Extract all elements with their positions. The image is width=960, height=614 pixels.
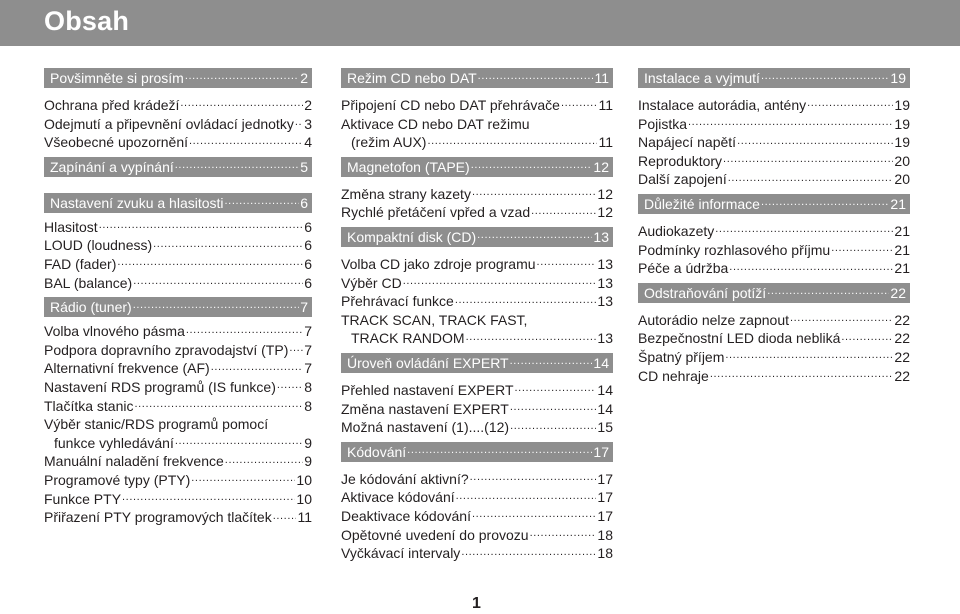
toc-entry-label: Bezpečnostní LED dioda nebliká: [638, 330, 841, 347]
leader-dots: [273, 512, 297, 522]
toc-entry-label: TRACK RANDOM: [351, 330, 465, 347]
toc-entry-page: 19: [894, 115, 910, 132]
section-page: 17: [593, 443, 609, 460]
toc-entry-page: 13: [597, 330, 613, 347]
toc-column-1: [44, 68, 312, 527]
toc-entry[interactable]: [44, 218, 312, 237]
leader-dots: [723, 156, 893, 166]
section-page: 2: [300, 70, 308, 86]
toc-entry-page: 21: [894, 222, 910, 239]
toc-entry[interactable]: [341, 418, 613, 437]
toc-entry[interactable]: [638, 259, 910, 278]
toc-entry-label: Volba vlnového pásma: [44, 323, 185, 340]
toc-entry-page: 17: [597, 489, 613, 506]
toc-entry-page: 7: [304, 323, 312, 340]
leader-dots: [688, 119, 893, 129]
toc-entry-page: 8: [304, 397, 312, 414]
toc-entry[interactable]: [341, 544, 613, 563]
leader-dots: [767, 288, 889, 298]
leader-dots: [427, 137, 597, 147]
toc-entry[interactable]: [44, 274, 312, 293]
toc-entry-page: 18: [597, 526, 613, 543]
toc-entry-label: Připojení CD nebo DAT přehrávače: [341, 97, 560, 113]
toc-entry-page: 3: [304, 115, 312, 132]
toc-section-header[interactable]: [341, 157, 613, 177]
toc-entry[interactable]: [341, 203, 613, 222]
toc-section-header[interactable]: [44, 193, 312, 213]
section-label: Kompaktní disk (CD): [347, 228, 477, 245]
toc-entry[interactable]: [341, 400, 613, 419]
toc-entry[interactable]: [341, 470, 613, 489]
section-label: Rádio (tuner): [50, 299, 132, 316]
toc-entry-page: 21: [894, 241, 910, 258]
leader-dots: [761, 199, 889, 209]
toc-entry-page: 14: [597, 381, 613, 398]
leader-dots: [175, 438, 303, 448]
toc-entry-label: Podpora dopravního zpravodajství (TP): [44, 341, 289, 358]
toc-entry-label: LOUD (loudness): [44, 237, 153, 254]
title-bar: [0, 0, 960, 46]
toc-entry[interactable]: [638, 311, 910, 330]
toc-entry-page: 22: [894, 348, 910, 365]
section-label: Režim CD nebo DAT: [347, 70, 477, 86]
section-label: Povšimněte si prosím: [50, 70, 184, 86]
leader-dots: [225, 456, 303, 466]
toc-entry-page: 19: [894, 97, 910, 113]
toc-entry[interactable]: [44, 115, 312, 134]
toc-entry-label: Odejmutí a připevnění ovládací jednotky: [44, 115, 294, 132]
toc-entry[interactable]: [44, 133, 312, 152]
toc-section-header[interactable]: [44, 68, 312, 88]
toc-entry[interactable]: [638, 367, 910, 386]
toc-entry[interactable]: [341, 292, 613, 311]
leader-dots: [831, 245, 893, 255]
leader-dots: [99, 222, 304, 232]
toc-entry-label: Přehled nastavení EXPERT: [341, 381, 514, 398]
leader-dots: [807, 100, 893, 110]
toc-entry[interactable]: [44, 434, 312, 453]
toc-entry-label: Podmínky rozhlasového příjmu: [638, 241, 831, 258]
leader-dots: [403, 278, 597, 288]
toc-entry-page: 15: [597, 419, 613, 436]
toc-entry-label: Manuální naladění frekvence: [44, 453, 224, 470]
leader-dots: [189, 137, 303, 147]
toc-entry-label: Nastavení RDS programů (IS funkce): [44, 378, 276, 395]
toc-entry[interactable]: [638, 96, 910, 115]
toc-column-3: [638, 68, 910, 385]
toc-entry-label: Programové typy (PTY): [44, 471, 191, 488]
toc-entry[interactable]: [638, 348, 910, 367]
toc-section-header[interactable]: [638, 283, 910, 303]
toc-entry-page: 19: [894, 134, 910, 151]
leader-dots: [477, 232, 592, 242]
toc-entry-first-line[interactable]: TRACK SCAN, TRACK FAST,: [341, 311, 528, 328]
toc-entry-label: Výběr CD: [341, 274, 402, 291]
toc-entry-label: Ochrana před krádeží: [44, 97, 180, 113]
toc-entry[interactable]: [44, 341, 312, 360]
leader-dots: [472, 511, 596, 521]
toc-entry[interactable]: [638, 329, 910, 348]
toc-entry-first-line[interactable]: Aktivace CD nebo DAT režimu: [341, 115, 530, 132]
toc-section-header[interactable]: [638, 68, 910, 88]
leader-dots: [561, 100, 598, 110]
toc-entry[interactable]: [638, 152, 910, 171]
toc-entry-page: 7: [304, 360, 312, 377]
toc-entry-label: Audiokazety: [638, 222, 715, 239]
toc-entry-page: 11: [598, 134, 613, 151]
leader-dots: [455, 296, 597, 306]
leader-dots: [729, 263, 893, 273]
section-page: 19: [890, 70, 906, 86]
toc-entry[interactable]: [341, 96, 613, 115]
leader-dots: [186, 326, 303, 336]
toc-entry-page: 21: [894, 260, 910, 277]
toc-entry[interactable]: [638, 115, 910, 134]
leader-dots: [530, 530, 597, 540]
leader-dots: [478, 73, 594, 83]
toc-entry[interactable]: [44, 471, 312, 490]
toc-entry[interactable]: [341, 381, 613, 400]
leader-dots: [122, 494, 295, 504]
leader-dots: [117, 259, 303, 269]
toc-entry-label: Deaktivace kódování: [341, 507, 471, 524]
toc-entry-label: Další zapojení: [638, 171, 727, 188]
toc-entry-label: Přehrávací funkce: [341, 293, 454, 310]
toc-entry-page: 11: [297, 509, 312, 526]
toc-entry-page: 14: [597, 400, 613, 417]
toc-entry-label: Vyčkávací intervaly: [341, 545, 461, 562]
section-page: 11: [594, 70, 609, 86]
toc-entry[interactable]: [638, 133, 910, 152]
toc-entry-page: 20: [894, 152, 910, 169]
section-page: 21: [890, 195, 906, 212]
toc-entry[interactable]: [341, 488, 613, 507]
toc-entry[interactable]: [638, 170, 910, 189]
leader-dots: [841, 333, 893, 343]
section-page: 13: [593, 228, 609, 245]
toc-entry[interactable]: [638, 241, 910, 260]
leader-dots: [456, 492, 597, 502]
section-page: 7: [300, 299, 308, 316]
toc-entry-label: Změna strany kazety: [341, 185, 471, 202]
toc-entry-label: Reproduktory: [638, 152, 723, 169]
toc-entry[interactable]: [341, 255, 613, 274]
toc-section-header[interactable]: [44, 157, 312, 177]
toc-entry-label: FAD (fader): [44, 255, 117, 272]
toc-entry-page: 9: [304, 453, 312, 470]
toc-entry-page: 22: [894, 330, 910, 347]
toc-entry-page: 4: [304, 134, 312, 151]
leader-dots: [211, 363, 303, 373]
toc-entry-label: Instalace autorádia, antény: [638, 97, 807, 113]
leader-dots: [277, 382, 303, 392]
toc-entry-label: Opětovné uvedení do provozu: [341, 526, 529, 543]
leader-dots: [295, 119, 303, 129]
section-label: Odstraňování potíží: [644, 284, 767, 301]
toc-entry[interactable]: [341, 133, 613, 152]
page-title: Obsah: [44, 6, 130, 36]
toc-entry-label: funkce vyhledávání: [54, 434, 174, 451]
leader-dots: [510, 404, 597, 414]
toc-entry[interactable]: [638, 222, 910, 241]
toc-entry-label: Volba CD jako zdroje programu: [341, 255, 536, 272]
leader-dots: [133, 302, 300, 312]
toc-entry[interactable]: [44, 96, 312, 115]
toc-section-header[interactable]: [341, 68, 613, 88]
toc-entry-label: Možná nastavení (1)....(12): [341, 419, 510, 436]
leader-dots: [790, 315, 893, 325]
toc-entry-page: 17: [597, 507, 613, 524]
toc-entry[interactable]: [44, 508, 312, 527]
toc-entry-label: Hlasitost: [44, 218, 98, 235]
toc-entry-label: Aktivace kódování: [341, 489, 455, 506]
toc-entry-page: 2: [304, 97, 312, 113]
leader-dots: [715, 226, 893, 236]
toc-entry-page: 7: [304, 341, 312, 358]
leader-dots: [537, 259, 597, 269]
leader-dots: [461, 548, 596, 558]
toc-entry-page: 22: [894, 367, 910, 384]
leader-dots: [737, 137, 893, 147]
toc-entry-page: 20: [894, 171, 910, 188]
leader-dots: [134, 401, 303, 411]
section-label: Zapínání a vypínání: [50, 158, 174, 175]
leader-dots: [175, 162, 299, 172]
toc-entry-page: 13: [597, 255, 613, 272]
leader-dots: [407, 447, 592, 457]
section-page: 5: [300, 158, 308, 175]
leader-dots: [761, 73, 889, 83]
leader-dots: [728, 174, 894, 184]
toc-entry[interactable]: [44, 490, 312, 509]
toc-entry-label: Pojistka: [638, 115, 688, 132]
toc-entry-label: Změna nastavení EXPERT: [341, 400, 509, 417]
toc-entry-page: 10: [296, 490, 312, 507]
toc-entry-page: 6: [304, 274, 312, 291]
section-label: Důležité informace: [644, 195, 760, 212]
toc-entry-page: 18: [597, 545, 613, 562]
toc-entry-page: 9: [304, 434, 312, 451]
section-page: 12: [593, 158, 609, 175]
toc-entry-label: Péče a údržba: [638, 260, 729, 277]
toc-entry[interactable]: [44, 359, 312, 378]
toc-entry-label: CD nehraje: [638, 367, 709, 384]
toc-entry-label: Rychlé přetáčení vpřed a vzad: [341, 204, 531, 221]
toc-section-header[interactable]: [341, 353, 613, 373]
toc-entry-first-line[interactable]: Výběr stanic/RDS programů pomocí: [44, 416, 269, 433]
section-label: Magnetofon (TAPE): [347, 158, 470, 175]
toc-entry-page: 12: [597, 185, 613, 202]
leader-dots: [466, 333, 597, 343]
toc-entry-label: Alternativní frekvence (AF): [44, 360, 210, 377]
toc-entry[interactable]: [44, 452, 312, 471]
toc-section-header[interactable]: [44, 297, 312, 317]
leader-dots: [472, 189, 596, 199]
leader-dots: [510, 358, 593, 368]
toc-entry[interactable]: [341, 329, 613, 348]
toc-entry-page: 6: [304, 237, 312, 254]
leader-dots: [185, 73, 299, 83]
toc-entry[interactable]: [341, 185, 613, 204]
leader-dots: [531, 207, 596, 217]
toc-entry-label: (režim AUX): [351, 134, 427, 151]
leader-dots: [515, 385, 597, 395]
toc-entry-page: 11: [598, 97, 613, 113]
toc-entry-page: 17: [597, 470, 613, 487]
toc-entry-label: Tlačítka stanic: [44, 397, 134, 414]
toc-entry-page: 10: [296, 471, 312, 488]
toc-entry-label: Autorádio nelze zapnout: [638, 311, 789, 328]
leader-dots: [191, 475, 295, 485]
toc-entry-label: Přiřazení PTY programových tlačítek: [44, 509, 272, 526]
section-page: 22: [890, 284, 906, 301]
toc-entry[interactable]: [44, 322, 312, 341]
toc-entry[interactable]: [44, 236, 312, 255]
leader-dots: [510, 422, 596, 432]
leader-dots: [710, 371, 894, 381]
section-page: 14: [593, 354, 609, 371]
toc-entry[interactable]: [44, 397, 312, 416]
leader-dots: [470, 474, 597, 484]
toc-entry-page: 13: [597, 274, 613, 291]
toc-entry[interactable]: [341, 274, 613, 293]
toc-section-header[interactable]: [341, 442, 613, 462]
toc-entry-page: 22: [894, 311, 910, 328]
toc-entry-label: BAL (balance): [44, 274, 133, 291]
section-label: Kódování: [347, 443, 407, 460]
toc-entry-page: 8: [304, 378, 312, 395]
toc-entry-page: 12: [597, 204, 613, 221]
toc-entry[interactable]: [44, 255, 312, 274]
leader-dots: [225, 198, 300, 208]
page-number: 1: [472, 595, 481, 612]
toc-entry-page: 13: [597, 293, 613, 310]
toc-entry-label: Funkce PTY: [44, 490, 122, 507]
toc-section-header[interactable]: [341, 227, 613, 247]
toc-entry[interactable]: [341, 526, 613, 545]
leader-dots: [153, 240, 303, 250]
toc-entry[interactable]: [341, 507, 613, 526]
section-label: Instalace a vyjmutí: [644, 70, 760, 86]
toc-entry-label: Špatný příjem: [638, 348, 725, 365]
section-label: Úroveň ovládání EXPERT: [347, 354, 509, 371]
leader-dots: [725, 352, 893, 362]
leader-dots: [133, 278, 303, 288]
leader-dots: [471, 162, 593, 172]
toc-entry-label: Všeobecné upozornění: [44, 134, 188, 151]
toc-entry[interactable]: [44, 378, 312, 397]
leader-dots: [180, 100, 303, 110]
toc-entry-label: Napájecí napětí: [638, 134, 737, 151]
leader-dots: [289, 345, 303, 355]
section-page: 6: [300, 194, 308, 211]
toc-entry-page: 6: [304, 218, 312, 235]
toc-entry-page: 6: [304, 255, 312, 272]
toc-section-header[interactable]: [638, 194, 910, 214]
toc-column-2: [341, 68, 613, 563]
toc-entry-label: Je kódování aktivní?: [341, 470, 469, 487]
section-label: Nastavení zvuku a hlasitosti: [50, 194, 224, 211]
